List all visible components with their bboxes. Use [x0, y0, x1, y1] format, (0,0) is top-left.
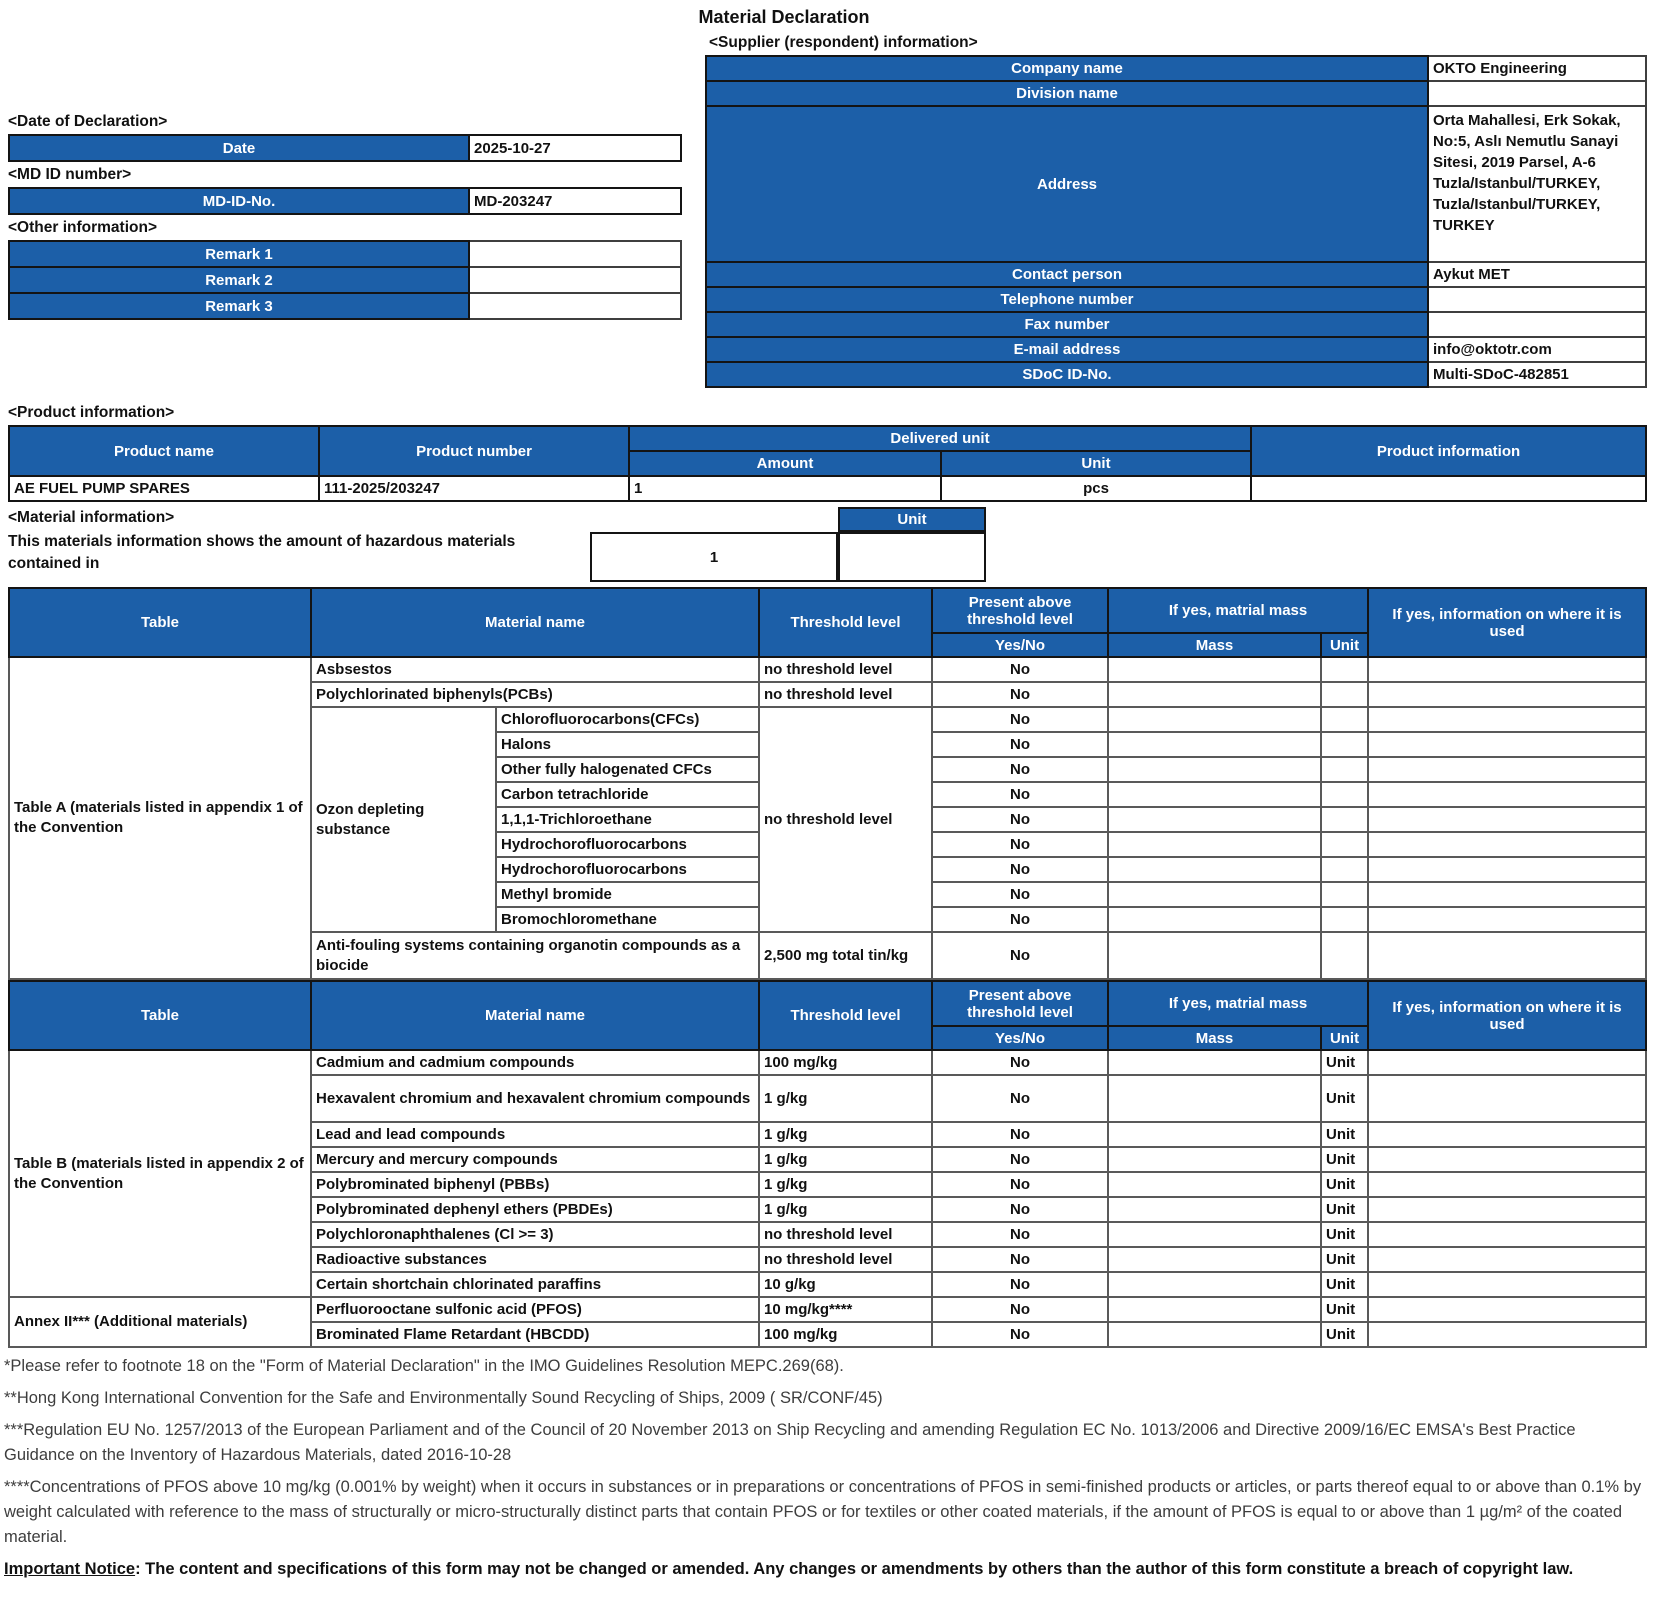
material-table-b: [8, 980, 1647, 1348]
unit-cell: Unit: [1321, 1050, 1368, 1075]
date-table: [8, 134, 682, 162]
material-info-section: [8, 507, 1653, 587]
remark2-value: [469, 267, 681, 293]
mass-cell: [1108, 682, 1321, 707]
product-info-value: [1251, 476, 1646, 501]
supplier-label-telephone: Telephone number: [706, 287, 1428, 312]
remarks-table: [8, 240, 682, 320]
present-cell: No: [932, 857, 1108, 882]
unit-cell: [1321, 857, 1368, 882]
material-name-cell: Hydrochorofluorocarbons: [496, 832, 759, 857]
mass-cell: [1108, 782, 1321, 807]
mass-cell: [1108, 1122, 1321, 1147]
supplier-value-company: OKTO Engineering: [1428, 56, 1646, 81]
present-cell: No: [932, 1197, 1108, 1222]
where-used-cell: [1368, 1197, 1646, 1222]
unit-subheader: Unit: [1321, 633, 1368, 657]
table-row: [706, 56, 1646, 81]
mass-cell: [1108, 932, 1321, 979]
if-yes-info-header: If yes, information on where it is used: [1368, 981, 1646, 1050]
material-table-a: [8, 587, 1647, 980]
material-name-cell: Asbsestos: [311, 657, 759, 682]
table-row: [706, 312, 1646, 337]
material-name-cell: Other fully halogenated CFCs: [496, 757, 759, 782]
where-used-cell: [1368, 1272, 1646, 1297]
material-info-amount-cell: 1: [590, 532, 838, 582]
material-name-cell: Methyl bromide: [496, 882, 759, 907]
supplier-table: [705, 55, 1647, 388]
table-row: [9, 657, 1646, 682]
supplier-value-email: info@oktotr.com: [1428, 337, 1646, 362]
present-cell: No: [932, 1050, 1108, 1075]
mass-cell: [1108, 907, 1321, 932]
date-value: 2025-10-27: [469, 135, 681, 161]
important-notice-label: Important Notice: [4, 1560, 136, 1578]
table-a-label: Table A (materials listed in appendix 1 of the Convention: [9, 657, 311, 979]
table-row: [9, 267, 681, 293]
supplier-heading: <Supplier (respondent) information>: [709, 34, 978, 51]
supplier-value-sdoc: Multi-SDoC-482851: [1428, 362, 1646, 387]
unit-cell: Unit: [1321, 1147, 1368, 1172]
material-name-cell: Certain shortchain chlorinated paraffins: [311, 1272, 759, 1297]
yes-no-header: Yes/No: [932, 633, 1108, 657]
table-row: [706, 262, 1646, 287]
unit-cell: [1321, 907, 1368, 932]
material-name-cell: Polybrominated biphenyl (PBBs): [311, 1172, 759, 1197]
product-unit-value: pcs: [941, 476, 1251, 501]
unit-cell: [1321, 882, 1368, 907]
threshold-cell: 1 g/kg: [759, 1172, 932, 1197]
mass-cell: [1108, 832, 1321, 857]
supplier-value-telephone: [1428, 287, 1646, 312]
table-col-header: Table: [9, 588, 311, 657]
present-cell: No: [932, 1297, 1108, 1322]
present-cell: No: [932, 732, 1108, 757]
present-above-threshold-header: Present above threshold level: [932, 981, 1108, 1026]
mass-cell: [1108, 657, 1321, 682]
supplier-section: [705, 34, 1647, 388]
present-cell: No: [932, 1222, 1108, 1247]
product-table: [8, 425, 1647, 502]
present-cell: No: [932, 932, 1108, 979]
footnotes-section: [0, 1348, 1653, 1582]
mass-cell: [1108, 882, 1321, 907]
unit-cell: [1321, 757, 1368, 782]
footnote-1: *Please refer to footnote 18 on the "Form of Material Declaration" in the IMO Guidelines Resolution MEPC.269(68).: [4, 1357, 844, 1375]
product-information-header: Product information: [1251, 426, 1646, 476]
unit-cell: [1321, 657, 1368, 682]
table-row: [9, 476, 1646, 501]
material-name-cell: Radioactive substances: [311, 1247, 759, 1272]
threshold-cell: no threshold level: [759, 707, 932, 932]
threshold-cell: 1 g/kg: [759, 1122, 932, 1147]
present-cell: No: [932, 807, 1108, 832]
mass-header: Mass: [1108, 633, 1321, 657]
mass-cell: [1108, 1050, 1321, 1075]
date-label: Date: [9, 135, 469, 161]
material-name-cell: 1,1,1-Trichloroethane: [496, 807, 759, 832]
table-row: [706, 106, 1646, 262]
threshold-cell: 100 mg/kg: [759, 1322, 932, 1347]
material-name-cell: Brominated Flame Retardant (HBCDD): [311, 1322, 759, 1347]
present-cell: No: [932, 657, 1108, 682]
yes-no-header: Yes/No: [932, 1026, 1108, 1050]
unit-cell: [1321, 782, 1368, 807]
supplier-label-address: Address: [706, 106, 1428, 262]
present-cell: No: [932, 882, 1108, 907]
if-yes-info-header: If yes, information on where it is used: [1368, 588, 1646, 657]
material-information-heading: <Material information>: [8, 509, 175, 526]
unit-cell: [1321, 932, 1368, 979]
unit-cell: Unit: [1321, 1075, 1368, 1122]
where-used-cell: [1368, 857, 1646, 882]
amount-header: Amount: [629, 451, 941, 476]
unit-cell: [1321, 732, 1368, 757]
material-name-cell: Mercury and mercury compounds: [311, 1147, 759, 1172]
where-used-cell: [1368, 832, 1646, 857]
supplier-label-email: E-mail address: [706, 337, 1428, 362]
table-col-header: Table: [9, 981, 311, 1050]
date-of-declaration-heading: <Date of Declaration>: [8, 113, 168, 130]
threshold-cell: 1 g/kg: [759, 1147, 932, 1172]
important-notice-text: : The content and specifications of this form may not be changed or amended. Any changes or amendments by others than the author of this form constitute a breach of copyright law.: [135, 1560, 1574, 1578]
supplier-label-fax: Fax number: [706, 312, 1428, 337]
threshold-cell: no threshold level: [759, 1247, 932, 1272]
unit-cell: [1321, 807, 1368, 832]
material-name-cell: Halons: [496, 732, 759, 757]
unit-cell: [1321, 707, 1368, 732]
where-used-cell: [1368, 807, 1646, 832]
unit-cell: [1321, 832, 1368, 857]
where-used-cell: [1368, 1075, 1646, 1122]
supplier-label-sdoc: SDoC ID-No.: [706, 362, 1428, 387]
material-name-cell: Bromochloromethane: [496, 907, 759, 932]
table-b-label: Table B (materials listed in appendix 2 of the Convention: [9, 1050, 311, 1297]
page-title: Material Declaration: [698, 7, 870, 27]
product-number-header: Product number: [319, 426, 629, 476]
annex-label: Annex II*** (Additional materials): [9, 1297, 311, 1347]
mass-cell: [1108, 807, 1321, 832]
unit-cell: [1321, 682, 1368, 707]
present-cell: No: [932, 707, 1108, 732]
where-used-cell: [1368, 707, 1646, 732]
where-used-cell: [1368, 1247, 1646, 1272]
mass-cell: [1108, 1147, 1321, 1172]
md-id-table: [8, 187, 682, 215]
remark1-value: [469, 241, 681, 267]
material-name-header: Material name: [311, 588, 759, 657]
material-name-cell: Cadmium and cadmium compounds: [311, 1050, 759, 1075]
supplier-value-fax: [1428, 312, 1646, 337]
unit-header: Unit: [941, 451, 1251, 476]
where-used-cell: [1368, 1050, 1646, 1075]
table-row: [9, 293, 681, 319]
present-cell: No: [932, 832, 1108, 857]
where-used-cell: [1368, 1172, 1646, 1197]
supplier-label-division: Division name: [706, 81, 1428, 106]
present-cell: No: [932, 1147, 1108, 1172]
product-name-value: AE FUEL PUMP SPARES: [9, 476, 319, 501]
table-row: [9, 1297, 1646, 1322]
product-number-value: 111-2025/203247: [319, 476, 629, 501]
material-info-unit-value-cell: [838, 532, 986, 582]
mass-cell: [1108, 707, 1321, 732]
supplier-value-address: Orta Mahallesi, Erk Sokak, No:5, Aslı Nemutlu Sanayi Sitesi, 2019 Parsel, A-6 Tuzla/Istanbul/TURKEY, Tuzla/Istanbul/TURKEY, TURKEY: [1428, 106, 1646, 262]
threshold-cell: no threshold level: [759, 657, 932, 682]
material-name-cell: Hydrochorofluorocarbons: [496, 857, 759, 882]
product-amount-value: 1: [629, 476, 941, 501]
present-cell: No: [932, 1247, 1108, 1272]
unit-cell: Unit: [1321, 1297, 1368, 1322]
where-used-cell: [1368, 1122, 1646, 1147]
present-cell: No: [932, 1075, 1108, 1122]
material-name-cell: Lead and lead compounds: [311, 1122, 759, 1147]
if-yes-mass-header: If yes, matrial mass: [1108, 588, 1368, 633]
material-name-cell: Anti-fouling systems containing organotin compounds as a biocide: [311, 932, 759, 979]
product-name-header: Product name: [9, 426, 319, 476]
table-row: [706, 337, 1646, 362]
material-name-cell: Hexavalent chromium and hexavalent chromium compounds: [311, 1075, 759, 1122]
remark3-label: Remark 3: [9, 293, 469, 319]
supplier-value-division: [1428, 81, 1646, 106]
material-info-description: This materials information shows the amount of hazardous materials contained in: [8, 533, 516, 572]
present-cell: No: [932, 682, 1108, 707]
where-used-cell: [1368, 932, 1646, 979]
important-notice: [4, 1557, 1647, 1582]
table-row: [9, 241, 681, 267]
mass-cell: [1108, 1172, 1321, 1197]
present-cell: No: [932, 1122, 1108, 1147]
threshold-cell: 10 mg/kg****: [759, 1297, 932, 1322]
footnote-4: ****Concentrations of PFOS above 10 mg/kg (0.001% by weight) when it occurs in substances or in preparations or concentrations of PFOS in semi-finished products or articles, or parts thereof equal to or above than 0.1% by weight calculated with reference to the mass of structurally or micro-structurally distinct parts that contain PFOS or for textiles or other coated materials, if the amount of PFOS is equal to or above than 1 µg/m² of the coated material.: [4, 1478, 1642, 1546]
unit-cell: Unit: [1321, 1122, 1368, 1147]
threshold-cell: no threshold level: [759, 682, 932, 707]
delivered-unit-header: Delivered unit: [629, 426, 1251, 451]
mass-cell: [1108, 1075, 1321, 1122]
where-used-cell: [1368, 1222, 1646, 1247]
md-id-label: MD-ID-No.: [9, 188, 469, 214]
footnote-2: **Hong Kong International Convention for the Safe and Environmentally Sound Recycling of Ships, 2009 ( SR/CONF/45): [4, 1389, 883, 1407]
material-name-cell: Carbon tetrachloride: [496, 782, 759, 807]
threshold-level-header: Threshold level: [759, 588, 932, 657]
mass-cell: [1108, 1197, 1321, 1222]
unit-cell: Unit: [1321, 1197, 1368, 1222]
mass-cell: [1108, 1297, 1321, 1322]
where-used-cell: [1368, 682, 1646, 707]
where-used-cell: [1368, 882, 1646, 907]
remark3-value: [469, 293, 681, 319]
present-above-threshold-header: Present above threshold level: [932, 588, 1108, 633]
threshold-cell: 2,500 mg total tin/kg: [759, 932, 932, 979]
material-name-header: Material name: [311, 981, 759, 1050]
present-cell: No: [932, 1172, 1108, 1197]
table-header-row: [9, 981, 1646, 1026]
remark1-label: Remark 1: [9, 241, 469, 267]
table-row: [9, 188, 681, 214]
where-used-cell: [1368, 1297, 1646, 1322]
material-name-cell: Perfluorooctane sulfonic acid (PFOS): [311, 1297, 759, 1322]
threshold-cell: no threshold level: [759, 1222, 932, 1247]
threshold-cell: 1 g/kg: [759, 1075, 932, 1122]
table-row: [706, 81, 1646, 106]
supplier-label-company: Company name: [706, 56, 1428, 81]
table-header-row: [9, 588, 1646, 633]
remark2-label: Remark 2: [9, 267, 469, 293]
where-used-cell: [1368, 657, 1646, 682]
table-row: [706, 287, 1646, 312]
present-cell: No: [932, 782, 1108, 807]
if-yes-mass-header: If yes, matrial mass: [1108, 981, 1368, 1026]
unit-cell: Unit: [1321, 1272, 1368, 1297]
mass-cell: [1108, 1272, 1321, 1297]
unit-cell: Unit: [1321, 1222, 1368, 1247]
mass-cell: [1108, 1222, 1321, 1247]
unit-cell: Unit: [1321, 1247, 1368, 1272]
where-used-cell: [1368, 757, 1646, 782]
unit-cell: Unit: [1321, 1322, 1368, 1347]
material-name-cell: Polybrominated dephenyl ethers (PBDEs): [311, 1197, 759, 1222]
mass-cell: [1108, 1322, 1321, 1347]
md-id-heading: <MD ID number>: [8, 166, 132, 183]
supplier-label-contact: Contact person: [706, 262, 1428, 287]
material-name-cell: Chlorofluorocarbons(CFCs): [496, 707, 759, 732]
unit-cell: Unit: [1321, 1172, 1368, 1197]
where-used-cell: [1368, 732, 1646, 757]
threshold-cell: 10 g/kg: [759, 1272, 932, 1297]
threshold-cell: 100 mg/kg: [759, 1050, 932, 1075]
md-id-value: MD-203247: [469, 188, 681, 214]
present-cell: No: [932, 1272, 1108, 1297]
footnote-3: ***Regulation EU No. 1257/2013 of the European Parliament and of the Council of 20 November 2013 on Ship Recycling and amending Regulation EC No. 1013/2006 and Directive 2009/16/EC EMSA's Best Practice Guidance on the Inventory of Hazardous Materials, dated 2016-10-28: [4, 1421, 1576, 1464]
mass-cell: [1108, 1247, 1321, 1272]
mass-cell: [1108, 732, 1321, 757]
table-row: [9, 1050, 1646, 1075]
mass-header: Mass: [1108, 1026, 1321, 1050]
ozone-group-label: Ozon depleting substance: [311, 707, 496, 932]
present-cell: No: [932, 907, 1108, 932]
table-row: [706, 362, 1646, 387]
product-section: [0, 404, 1653, 1348]
mass-cell: [1108, 857, 1321, 882]
threshold-level-header: Threshold level: [759, 981, 932, 1050]
material-name-cell: Polychloronaphthalenes (Cl >= 3): [311, 1222, 759, 1247]
where-used-cell: [1368, 782, 1646, 807]
unit-subheader: Unit: [1321, 1026, 1368, 1050]
other-information-heading: <Other information>: [8, 219, 157, 236]
supplier-value-contact: Aykut MET: [1428, 262, 1646, 287]
present-cell: No: [932, 757, 1108, 782]
where-used-cell: [1368, 907, 1646, 932]
material-name-cell: Polychlorinated biphenyls(PCBs): [311, 682, 759, 707]
where-used-cell: [1368, 1322, 1646, 1347]
material-info-unit-header: Unit: [838, 507, 986, 532]
where-used-cell: [1368, 1147, 1646, 1172]
mass-cell: [1108, 757, 1321, 782]
top-region: [0, 0, 1653, 402]
product-heading: <Product information>: [8, 404, 175, 421]
present-cell: No: [932, 1322, 1108, 1347]
threshold-cell: 1 g/kg: [759, 1197, 932, 1222]
declaration-section: [8, 110, 680, 324]
table-row: [9, 426, 1646, 451]
table-row: [9, 135, 681, 161]
